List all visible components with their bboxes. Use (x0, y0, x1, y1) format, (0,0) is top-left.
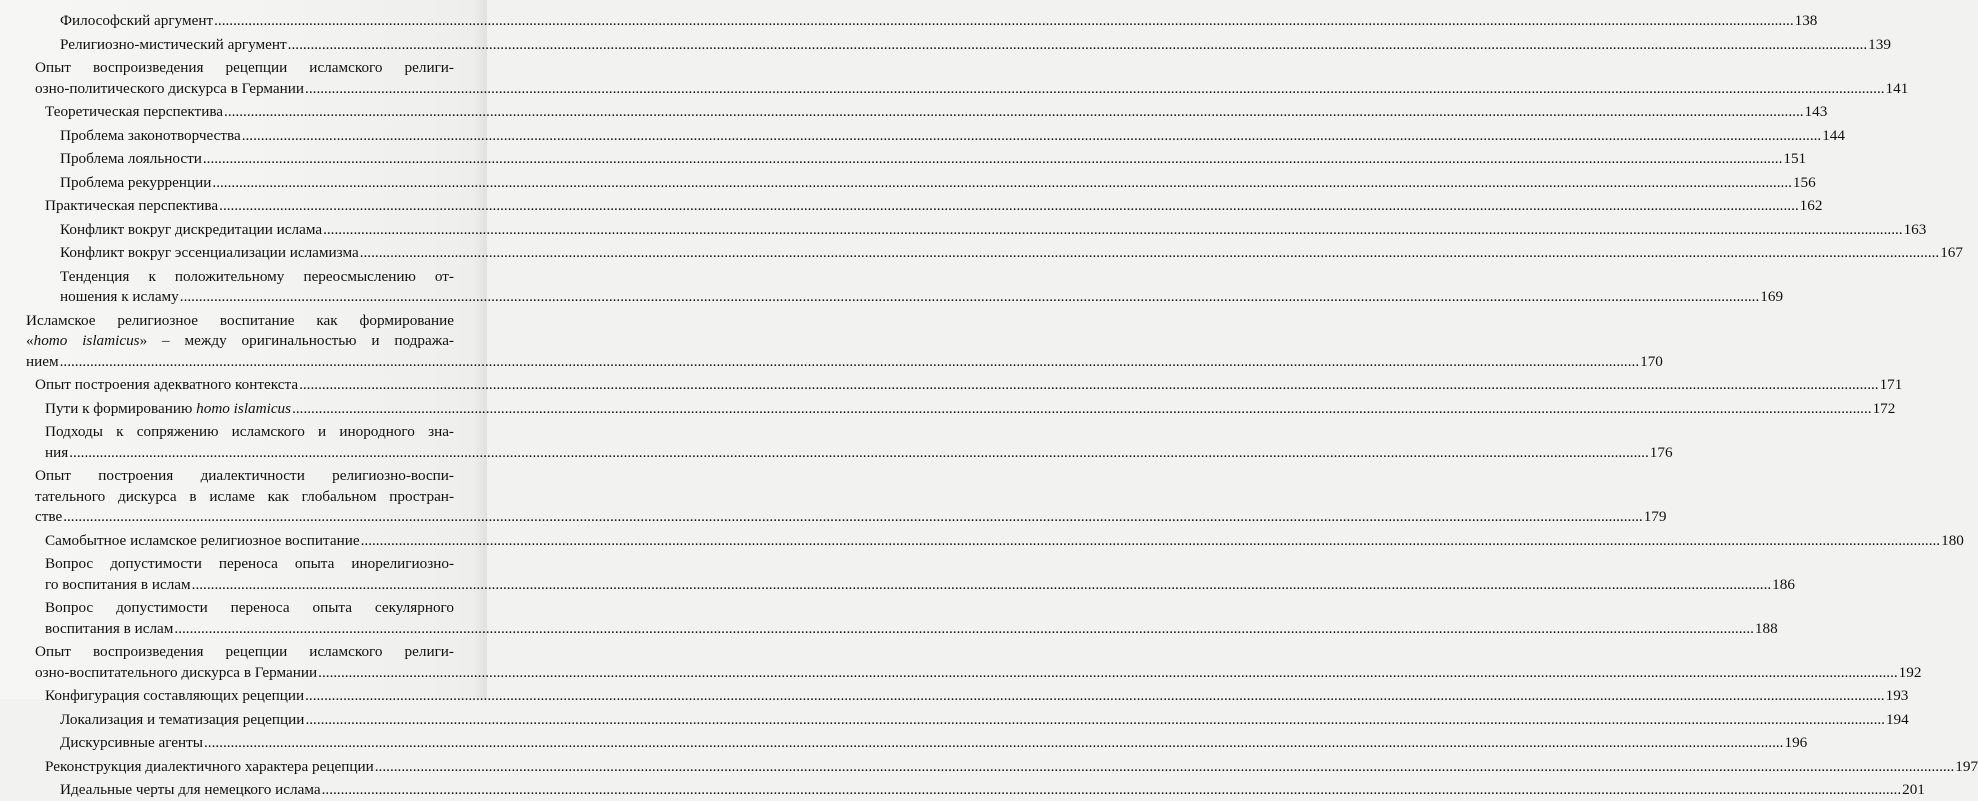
toc-entry[interactable] (35, 375, 1903, 396)
toc-page-number: 192 (1898, 663, 1922, 681)
toc-page-number: 186 (1772, 575, 1795, 593)
dot-leader (318, 663, 1898, 684)
toc-entry-title: ношения к исламу (60, 288, 179, 305)
toc-entry-line: Опыт воспроизведения рецепции исламского религи- (35, 643, 454, 660)
dot-leader (322, 780, 1902, 801)
dot-leader (292, 399, 1872, 420)
toc-page-number: 156 (1792, 173, 1816, 191)
toc-entry[interactable] (45, 757, 1978, 778)
toc-entry[interactable] (60, 710, 1909, 731)
toc-page-number: 169 (1760, 288, 1784, 305)
dot-leader (214, 11, 1794, 32)
toc-page-number: 180 (1941, 531, 1964, 549)
toc-page-number: 179 (1643, 508, 1667, 525)
toc-entry-title: Проблема рекурренции (60, 173, 212, 191)
dot-leader (305, 686, 1885, 707)
toc-page-number: 162 (1799, 197, 1823, 214)
toc-entry[interactable] (45, 686, 1909, 707)
toc-entry-title: стве (35, 508, 63, 525)
dot-leader (288, 35, 1868, 56)
toc-page-number: 197 (1955, 757, 1978, 775)
toc-entry-title: Пути к формированию homo islamicus (45, 399, 292, 417)
dot-leader (174, 619, 1754, 640)
toc-entry-line: Опыт построения диалектичности религиозно-воспи- (35, 467, 454, 484)
toc-entry-title: Теоретическая перспектива (45, 103, 224, 120)
toc-entry[interactable] (60, 243, 1963, 264)
toc-entry-title: Реконструкция диалектичного характера рецепции (45, 757, 374, 775)
dot-leader (299, 375, 1879, 396)
toc-page-number: 144 (1822, 126, 1845, 144)
toc-page-number: 141 (1885, 79, 1909, 97)
toc-page-number: 143 (1804, 103, 1828, 120)
toc-entry[interactable] (45, 196, 1823, 217)
toc-entry-title: Практическая перспектива (45, 197, 219, 214)
toc-entry-title: го воспитания в ислам (45, 575, 191, 593)
dot-leader (192, 575, 1772, 596)
toc-entry-title: Философский аргумент (60, 12, 214, 29)
toc-entry-title: нием (26, 352, 59, 370)
toc-entry[interactable] (26, 311, 1663, 373)
toc-entry-title: озно-воспитательного дискурса в Германии (35, 663, 318, 681)
toc-entry-title: Конфигурация составляющих рецепции (45, 687, 305, 704)
toc-entry[interactable] (60, 11, 1818, 32)
dot-leader (361, 531, 1941, 552)
toc-page-number: 201 (1902, 781, 1925, 798)
dot-leader (204, 733, 1784, 754)
dot-leader (212, 173, 1792, 194)
toc-entry-title: Конфликт вокруг эссенциализации исламизма (60, 244, 359, 261)
dot-leader (203, 149, 1783, 170)
toc-entry[interactable] (35, 642, 1922, 683)
toc-entry-line: Вопрос допустимости переноса опыта секулярного (45, 599, 454, 616)
toc-entry-line: Исламское религиозное воспитание как формирование (26, 311, 454, 329)
toc-page-number: 176 (1649, 443, 1673, 461)
toc-entry[interactable] (60, 220, 1927, 241)
toc-entry-title: Конфликт вокруг дискредитации ислама (60, 220, 323, 238)
toc-entry-title: ния (45, 443, 69, 461)
toc-entry-title: воспитания в ислам (45, 619, 174, 637)
dot-leader (305, 79, 1885, 100)
toc-entry[interactable] (35, 58, 1909, 99)
toc-entry-title: Опыт построения адекватного контекста (35, 376, 299, 393)
toc-page-number: 138 (1794, 12, 1818, 29)
toc-entry-title: Локализация и тематизация рецепции (60, 710, 305, 728)
dot-leader (323, 220, 1903, 241)
dot-leader (63, 507, 1643, 528)
toc-page-number: 151 (1783, 150, 1807, 167)
dot-leader (360, 243, 1940, 264)
toc-entry-title: Самобытное исламское религиозное воспитание (45, 531, 360, 549)
toc-entry-title: Дискурсивные агенты (60, 734, 203, 751)
toc-entry[interactable] (60, 267, 1784, 308)
toc-entry-line: Опыт воспроизведения рецепции исламского религи- (35, 59, 454, 76)
toc-page-number: 193 (1885, 687, 1909, 704)
toc-entry[interactable] (60, 733, 1808, 754)
toc-page-number: 194 (1885, 710, 1909, 728)
toc-entry[interactable] (45, 554, 1795, 595)
toc-entry-title: Проблема законотворчества (60, 126, 241, 144)
toc-entry[interactable] (60, 149, 1807, 170)
toc-entry[interactable] (45, 422, 1673, 463)
toc-page-number: 139 (1868, 35, 1891, 53)
dot-leader (305, 710, 1885, 731)
toc-page-number: 167 (1940, 244, 1963, 261)
toc-entry-line: тательного дискурса в исламе как глобальном простран- (35, 487, 454, 505)
toc-entry-line: Тенденция к положительному переосмыслению от- (60, 267, 454, 285)
toc-entry-line: «homo islamicus» – между оригинальностью и подража- (26, 332, 454, 349)
toc-entry[interactable] (60, 173, 1816, 194)
toc-page-number: 172 (1872, 399, 1896, 417)
toc-entry[interactable] (45, 102, 1828, 123)
toc-entry-title: озно-политического дискурса в Германии (35, 79, 305, 97)
toc-entry-title: Религиозно-мистический аргумент (60, 35, 287, 53)
toc-entry-line: Подходы к сопряжению исламского и инородного зна- (45, 423, 454, 440)
toc-entry-title: Проблема лояльности (60, 150, 202, 167)
toc-page-number: 170 (1640, 352, 1663, 370)
table-of-contents (0, 11, 1978, 801)
dot-leader (375, 757, 1955, 778)
toc-entry-title: Идеальные черты для немецкого ислама (60, 781, 321, 798)
toc-page-number: 171 (1879, 376, 1903, 393)
dot-leader (180, 287, 1760, 308)
dot-leader (69, 443, 1649, 464)
dot-leader (224, 102, 1804, 123)
dot-leader (219, 196, 1799, 217)
toc-entry-line: Вопрос допустимости переноса опыта инорелигиозно- (45, 555, 454, 572)
toc-entry[interactable] (60, 126, 1845, 147)
dot-leader (60, 352, 1640, 373)
toc-page-number: 163 (1903, 220, 1927, 238)
toc-entry[interactable] (45, 531, 1964, 552)
toc-entry[interactable] (60, 35, 1891, 56)
toc-entry[interactable] (35, 466, 1667, 528)
toc-page-number: 188 (1754, 619, 1778, 637)
toc-entry[interactable] (60, 780, 1925, 801)
toc-page-number: 196 (1784, 734, 1808, 751)
dot-leader (242, 126, 1822, 147)
toc-entry[interactable] (45, 598, 1778, 639)
toc-entry[interactable] (45, 399, 1896, 420)
